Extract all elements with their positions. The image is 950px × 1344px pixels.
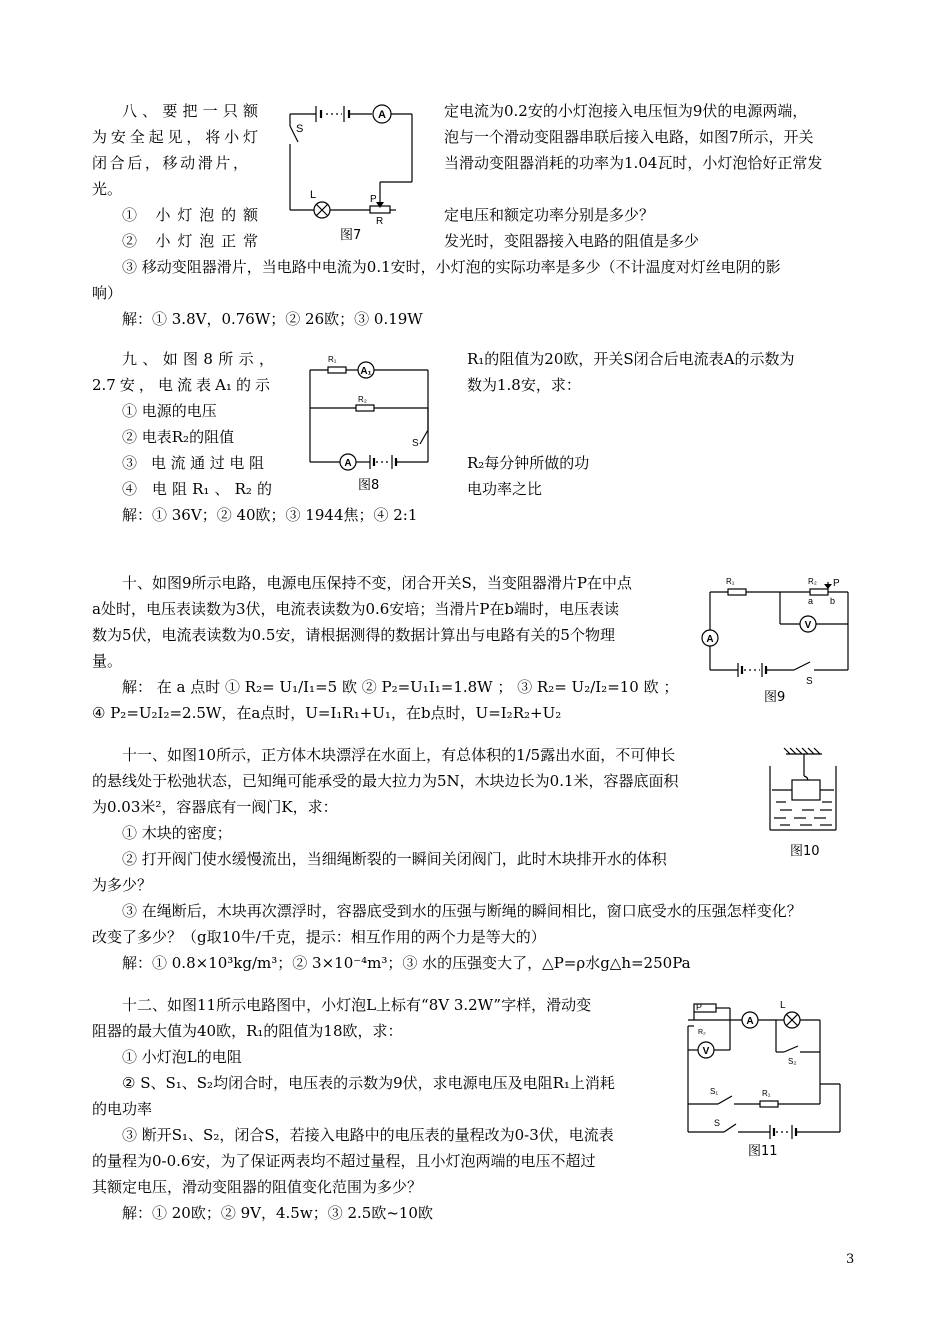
q12-answer: 解：① 20欧；② 9V，4.5w；③ 2.5欧~10欧: [122, 1204, 433, 1222]
figure-7-caption: 图7: [340, 228, 362, 243]
q11-answer: 解：① 0.8×10³kg/m³；② 3×10⁻⁴m³；③ 水的压强变大了，△P=ρ水g△h=250Pa: [122, 954, 691, 972]
q12-line8: 其额定电压，滑动变阻器的阻值变化范围为多少？: [92, 1178, 423, 1196]
q12-line2: 阻器的最大值为40欧，R₁的阻值为18欧，求：: [92, 1022, 403, 1040]
q8-line2-right: 泡与一个滑动变阻器串联后接入电路，如图7所示，开关: [444, 128, 814, 146]
q9-line6-left: ④ 电阻R₁、R₂的: [122, 480, 272, 498]
switch-label: S: [412, 438, 419, 449]
figure-9-caption: 图9: [764, 690, 786, 705]
q8-line4-left: 光。: [92, 180, 123, 198]
q11-line6: 为多少？: [92, 876, 153, 894]
q12-line5: 的电功率: [92, 1100, 153, 1118]
q12-line7: 的量程为0-0.6安，为了保证两表均不超过量程，且小灯泡两端的电压不超过: [92, 1152, 596, 1170]
q10-line2: a处时，电压表读数为3伏，电流表读数为0.6安培；当滑片P在b端时，电压表读: [92, 600, 620, 618]
q8-line1-right: 定电流为0.2安的小灯泡接入电压恒为9伏的电源两端，: [444, 102, 808, 120]
q11-line8: 改变了多少？（g取10牛/千克，提示：相互作用的两个力是等大的）: [92, 928, 546, 946]
ammeter-label: A: [344, 458, 352, 469]
q9-answer: 解：① 36V；② 40欧；③ 1944焦；④ 2:1: [122, 506, 418, 524]
r1-label: R₁: [762, 1089, 771, 1098]
switch-label: S: [806, 676, 813, 687]
switch-s2-label: S₂: [788, 1057, 797, 1066]
q10-line1: 十、如图9所示电路，电源电压保持不变，闭合开关S，当变阻器滑片P在中点: [122, 574, 632, 592]
q8-line2-left: 为安全起见，将小灯: [92, 128, 258, 146]
switch-s-label: S: [714, 1118, 721, 1128]
q8-line1-left: 八、要把一只额: [122, 102, 258, 120]
slider-label: P: [833, 578, 840, 589]
figure-9-circuit: [700, 574, 850, 687]
q9-line1-left: 九、如图8所示，: [122, 350, 274, 368]
q8-line7: ③ 移动变阻器滑片，当电路中电流为0.1安时，小灯泡的实际功率是多少（不计温度对灯丝电阴的影: [122, 258, 781, 276]
q9-line5-right: R₂每分钟所做的功: [467, 454, 590, 472]
q9-line1-right: R₁的阻值为20欧，开关S闭合后电流表A的示数为: [467, 350, 795, 368]
q9-line2-left: 2.7安，电流表A₁的示: [92, 376, 270, 394]
q9-line6-right: 电功率之比: [467, 480, 543, 498]
q8-line8: 响）: [92, 284, 123, 302]
figure-7-circuit: [276, 98, 416, 228]
q9-line4-left: ② 电表R₂的阻值: [122, 428, 235, 446]
switch-s1-label: S₁: [710, 1087, 719, 1096]
q12-line3: ① 小灯泡L的电阻: [122, 1048, 242, 1066]
q8-line3-left: 闭合后，移动滑片，: [92, 154, 248, 172]
figure-11-circuit: [680, 996, 850, 1136]
r1-label: R₁: [328, 355, 337, 364]
point-a-label: a: [808, 596, 814, 606]
figure-10-caption: 图10: [790, 844, 820, 859]
q11-line5: ② 打开阀门使水缓慢流出，当细绳断裂的一瞬间关闭阀门，此时木块排开水的体积: [122, 850, 667, 868]
r1-label: R₁: [726, 577, 735, 586]
q8-line5-left: ① 小灯泡的额: [122, 206, 258, 224]
q11-line7: ③ 在绳断后，木块再次漂浮时，容器底受到水的压强与断绳的瞬间相比，窗口底受水的压强怎样变化？: [122, 902, 802, 920]
rheostat-label: R: [376, 216, 384, 227]
r2-label: R₂: [358, 395, 367, 404]
q10-line4: 量。: [92, 652, 123, 670]
switch-label: S: [296, 123, 304, 135]
q10-answer-line2: ④ P₂=U₂I₂=2.5W，在a点时，U=I₁R₁+U₁，在b点时，U=I₂R₂+U₂: [92, 704, 562, 722]
voltmeter-label: V: [702, 1046, 710, 1057]
figure-8-caption: 图8: [358, 478, 380, 493]
q9-line3-left: ① 电源的电压: [122, 402, 217, 420]
figure-8-circuit: [300, 348, 440, 468]
figure-10-container: [766, 746, 846, 836]
q12-line6: ③ 断开S₁、S₂，闭合S，若接入电路中的电压表的量程改为0-3伏，电流表: [122, 1126, 614, 1144]
q12-line4: ② S、S₁、S₂均闭合时，电压表的示数为9伏，求电源电压及电阻R₁上消耗: [122, 1074, 615, 1092]
ammeter-label: A: [706, 634, 714, 645]
q12-line1: 十二、如图11所示电路图中，小灯泡L上标有“8V 3.2W”字样，滑动变: [122, 996, 592, 1014]
figure-11-caption: 图11: [748, 1144, 778, 1159]
q9-line2-right: 数为1.8安，求：: [467, 376, 581, 394]
q11-line4: ① 木块的密度；: [122, 824, 232, 842]
q9-line5-left: ③ 电流通过电阻: [122, 454, 264, 472]
page-number: 3: [846, 1252, 855, 1267]
q8-line5-right: 定电压和额定功率分别是多少？: [444, 206, 655, 224]
ammeter-label: A: [378, 109, 386, 121]
point-b-label: b: [830, 596, 836, 606]
slider-label: P: [370, 194, 377, 205]
q8-line3-right: 当滑动变阻器消耗的功率为1.04瓦时，小灯泡恰好正常发: [444, 154, 823, 172]
lamp-label: L: [780, 1000, 786, 1011]
ammeter-label: A: [746, 1016, 754, 1027]
q8-line6-left: ② 小灯泡正常: [122, 232, 258, 250]
lamp-label: L: [310, 189, 317, 201]
q11-line3: 为0.03米²，容器底有一阀门K，求：: [92, 798, 338, 816]
q10-line3: 数为5伏，电流表读数为0.5安，请根据测得的数据计算出与电路有关的5个物理: [92, 626, 615, 644]
slider-label: P: [696, 1002, 703, 1012]
r2-label: R₂: [698, 1029, 706, 1036]
ammeter1-label: A₁: [360, 366, 372, 377]
q8-line6-right: 发光时，变阻器接入电路的阻值是多少: [444, 232, 700, 250]
voltmeter-label: V: [804, 620, 812, 631]
q11-line2: 的悬线处于松弛状态，已知绳可能承受的最大拉力为5N，木块边长为0.1米，容器底面积: [92, 772, 679, 790]
q10-answer-line1: 解： 在 a 点时 ① R₂= U₁/I₁=5 欧 ② P₂=U₁I₁=1.8W ； ③ R₂= U₂/I₂=10 欧 ；: [122, 678, 679, 696]
r2-label: R₂: [808, 577, 817, 586]
q8-answer: 解：① 3.8V，0.76W；② 26欧；③ 0.19W: [122, 310, 423, 328]
q11-line1: 十一、如图10所示，正方体木块漂浮在水面上，有总体积的1/5露出水面，不可伸长: [122, 746, 676, 764]
